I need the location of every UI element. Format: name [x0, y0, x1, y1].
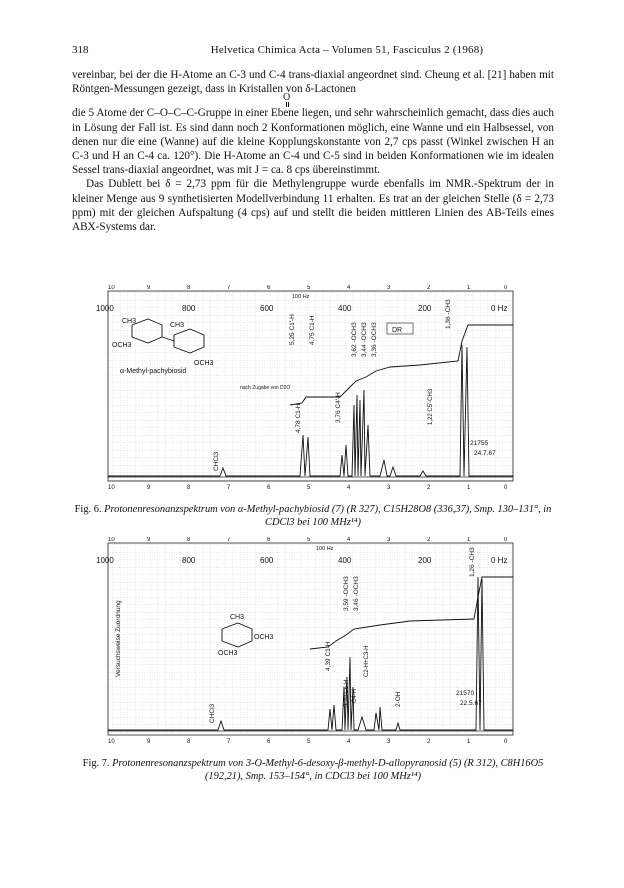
- carbonyl-oxygen: O: [283, 92, 291, 104]
- fig6-top-tick: 2: [427, 285, 431, 291]
- fig7-peak-label: C2-H+C3-H: [364, 645, 370, 677]
- fig7-hz-label: 400: [338, 556, 352, 565]
- fig7-hz-label: 600: [260, 556, 274, 565]
- fig6-top-tick: 1: [467, 285, 471, 291]
- fig6-top-axis: [108, 285, 508, 291]
- fig6-bottom-tick: 7: [227, 485, 231, 491]
- fig6-peak-label: 3,36 -OCH3: [371, 322, 378, 357]
- fig7-note: 21570: [456, 690, 475, 697]
- fig7-peak-label: 2-OH: [395, 691, 402, 707]
- fig6-peak-label: 4,78 C1-H: [295, 403, 302, 433]
- fig6-hz-label: 800: [182, 304, 196, 313]
- page-number: 318: [72, 44, 89, 56]
- fig6-note: 24.7.67: [474, 450, 496, 457]
- fig6-top-tick: 10: [108, 285, 115, 291]
- fig6-bottom-tick: 3: [387, 485, 391, 491]
- fig6-bottom-tick: 10: [108, 485, 115, 491]
- fig7-bottom-tick: 6: [267, 739, 271, 745]
- fig6-peak-label: 1,22 C5'-CH3: [428, 388, 434, 425]
- fig7-top-tick: 8: [187, 537, 191, 543]
- fig7-hz-label: 200: [418, 556, 432, 565]
- fig7-top-tick: 0: [504, 537, 508, 543]
- fig7-side-label: [115, 600, 122, 677]
- fig7-top-tick: 5: [307, 537, 311, 543]
- fig6-note: nach Zugabe von D2O: [240, 385, 291, 391]
- fig6-compound-label: α-Methyl-pachybiosid: [120, 368, 187, 375]
- fig6-struct-label: CH3: [170, 322, 185, 329]
- paragraph-1a: vereinbar, bei der die H-Atome an C-3 und C-4 trans-diaxial angeordnet sind. Cheung et al. [21] haben mit Röntgen-Messungen gezeigt, dass in Kristallen von δ-Lactonen: [72, 69, 554, 96]
- fig7-hz-label: 800: [182, 556, 196, 565]
- fig7-peak-label: 3,46 -OCH3: [353, 576, 360, 611]
- fig7-top-tick: 1: [467, 537, 471, 543]
- fig6-peak-label: 5,25 C1'-H: [289, 314, 296, 345]
- fig6-hz-label: 0 Hz: [491, 304, 508, 313]
- fig7-scale-label: 100 Hz: [316, 546, 334, 552]
- fig7-bottom-tick: 0: [504, 739, 508, 745]
- fig6-peak-label: 3,44 -OCH3: [361, 322, 368, 357]
- fig6-bottom-tick: 4: [347, 485, 351, 491]
- figure-6-caption: [72, 503, 554, 529]
- fig7-top-tick: 6: [267, 537, 271, 543]
- fig7-struct-label: CH3: [230, 614, 245, 621]
- fig7-top-tick: 2: [427, 537, 431, 543]
- fig7-peak-label: 4,39 C1-H: [325, 641, 332, 671]
- fig7-top-tick: 10: [108, 537, 115, 543]
- fig7-svg: [90, 537, 546, 750]
- fig6-top-tick: 5: [307, 285, 311, 291]
- fig7-bottom-tick: 4: [347, 739, 351, 745]
- fig6-bottom-tick: 0: [504, 485, 508, 491]
- fig6-dr-label: DR: [392, 327, 403, 334]
- fig6-caption-lead: Fig. 6.: [74, 504, 102, 515]
- fig6-hz-label: 1000: [96, 304, 114, 313]
- fig6-peak-label: 1,36 -CH3: [445, 299, 452, 329]
- fig6-struct-label: OCH3: [112, 342, 132, 349]
- body-text: [72, 68, 554, 234]
- fig6-svg: [90, 285, 546, 497]
- fig6-hz-label: 600: [260, 304, 274, 313]
- double-bond-mark: [286, 102, 289, 107]
- fig6-peak-label: 3,76 C4'-H: [335, 392, 342, 423]
- fig7-top-tick: 7: [227, 537, 231, 543]
- figure-7-caption: [72, 757, 554, 783]
- fig6-bottom-axis: [108, 485, 508, 491]
- fig6-bottom-tick: 8: [187, 485, 191, 491]
- fig6-peak-label: CHCl3: [213, 451, 220, 471]
- fig7-peak-label: C4-H: [352, 688, 358, 703]
- fig7-top-tick: 4: [347, 537, 351, 543]
- figure-7-spectrum: [90, 537, 546, 750]
- paragraph-2: Das Dublett bei δ = 2,73 ppm für die Methylengruppe wurde ebenfalls im NMR.-Spektrum der in kleiner Menge aus 9 synthetisierten Modellverbindung 11 erhalten. Es trat an der gleichen Stelle (δ = 2,73 ppm) mit der gleichen Aufspaltung (4 cps) auf und stellt die beiden mittleren Linien des AB-Teils eines ABX-Systems dar.: [72, 178, 554, 234]
- fig6-scale-label: 100 Hz: [292, 294, 310, 300]
- fig7-peak-label: 3,70 C5-H: [344, 679, 350, 707]
- fig7-bottom-tick: 3: [387, 739, 391, 745]
- fig6-struct-label: CH3: [122, 318, 137, 325]
- fig7-top-axis: [108, 537, 508, 543]
- fig7-top-tick: 9: [147, 537, 151, 543]
- paragraph-1b: die 5 Atome der C–O–C–C-Gruppe in einer Ebene liegen, und sehr wahrscheinlich gemacht, dass dies auch in Lösung der Fall ist. Es sind dann noch 2 Konformationen möglich, eine Wanne und ein Halbsessel, von denen nur die eine (Wanne) auf die kleine Kopplungskonstante von 2,7 cps passt (Winkel zwischen H an C-3 und H an C-4 ca. 120°). Die H-Atome an C-4 und C-5 sind in beiden Konformationen wie im idealen Sessel trans-diaxial angeordnet, was mit J = ca. 8 cps übereinstimmt.: [72, 107, 554, 177]
- fig6-top-tick: 4: [347, 285, 351, 291]
- fig7-top-tick: 3: [387, 537, 391, 543]
- fig6-struct-label: OCH3: [194, 360, 214, 367]
- fig6-bottom-tick: 9: [147, 485, 151, 491]
- fig6-top-tick: 6: [267, 285, 271, 291]
- fig6-bottom-tick: 6: [267, 485, 271, 491]
- fig7-hz-label: 1000: [96, 556, 114, 565]
- fig6-bottom-tick: 2: [427, 485, 431, 491]
- fig7-peak-label: 3,59 -OCH3: [343, 576, 350, 611]
- fig6-top-tick: 9: [147, 285, 151, 291]
- fig7-grid: [108, 543, 513, 735]
- fig7-peak-label: CHCl3: [209, 703, 216, 723]
- fig7-struct-label: OCH3: [254, 634, 274, 641]
- formula-carbonyl: [72, 92, 554, 106]
- fig7-caption-lead: Fig. 7.: [82, 758, 110, 769]
- fig7-bottom-tick: 5: [307, 739, 311, 745]
- fig6-top-tick: 3: [387, 285, 391, 291]
- fig7-struct-label: OCH3: [218, 650, 238, 657]
- fig6-caption-text: Protonenresonanzspektrum von α-Methyl-pachybiosid (7) (R 327), C15H28O8 (336,37), Smp. 130–131°, in CDCl3 bei 100 MHz¹⁴): [104, 504, 552, 528]
- fig7-bottom-axis: [108, 739, 508, 745]
- running-title: Helvetica Chimica Acta – Volumen 51, Fasciculus 2 (1968): [210, 44, 484, 56]
- figure-6-spectrum: [90, 285, 546, 497]
- fig7-peak-label: 1,26 -CH3: [469, 547, 476, 577]
- fig7-hz-label: 0 Hz: [491, 556, 508, 565]
- fig6-peak-label: 4,75 C1-H: [309, 315, 316, 345]
- fig6-top-tick: 0: [504, 285, 508, 291]
- fig6-top-tick: 7: [227, 285, 231, 291]
- fig6-hz-label: 200: [418, 304, 432, 313]
- fig6-bottom-tick: 1: [467, 485, 471, 491]
- fig6-hz-label: 400: [338, 304, 352, 313]
- fig7-bottom-tick: 2: [427, 739, 431, 745]
- fig7-bottom-tick: 9: [147, 739, 151, 745]
- svg-text:Versuchsweise Zuordnung: Versuchsweise Zuordnung: [115, 600, 122, 677]
- fig7-note: 22.5.67: [460, 700, 482, 707]
- fig7-caption-text: Protonenresonanzspektrum von 3-O-Methyl-6-desoxy-β-methyl-D-allopyranosid (5) (R 312), C8H16O5 (192,21), Smp. 153–154°, in CDCl3 bei 100 MHz¹⁴): [112, 758, 544, 782]
- fig6-top-tick: 8: [187, 285, 191, 291]
- fig7-bottom-tick: 7: [227, 739, 231, 745]
- fig7-bottom-tick: 8: [187, 739, 191, 745]
- fig7-bottom-tick: 10: [108, 739, 115, 745]
- fig7-bottom-tick: 1: [467, 739, 471, 745]
- fig6-bottom-tick: 5: [307, 485, 311, 491]
- fig6-peak-label: 3,62 -OCH3: [351, 322, 358, 357]
- fig6-note: 21755: [470, 440, 489, 447]
